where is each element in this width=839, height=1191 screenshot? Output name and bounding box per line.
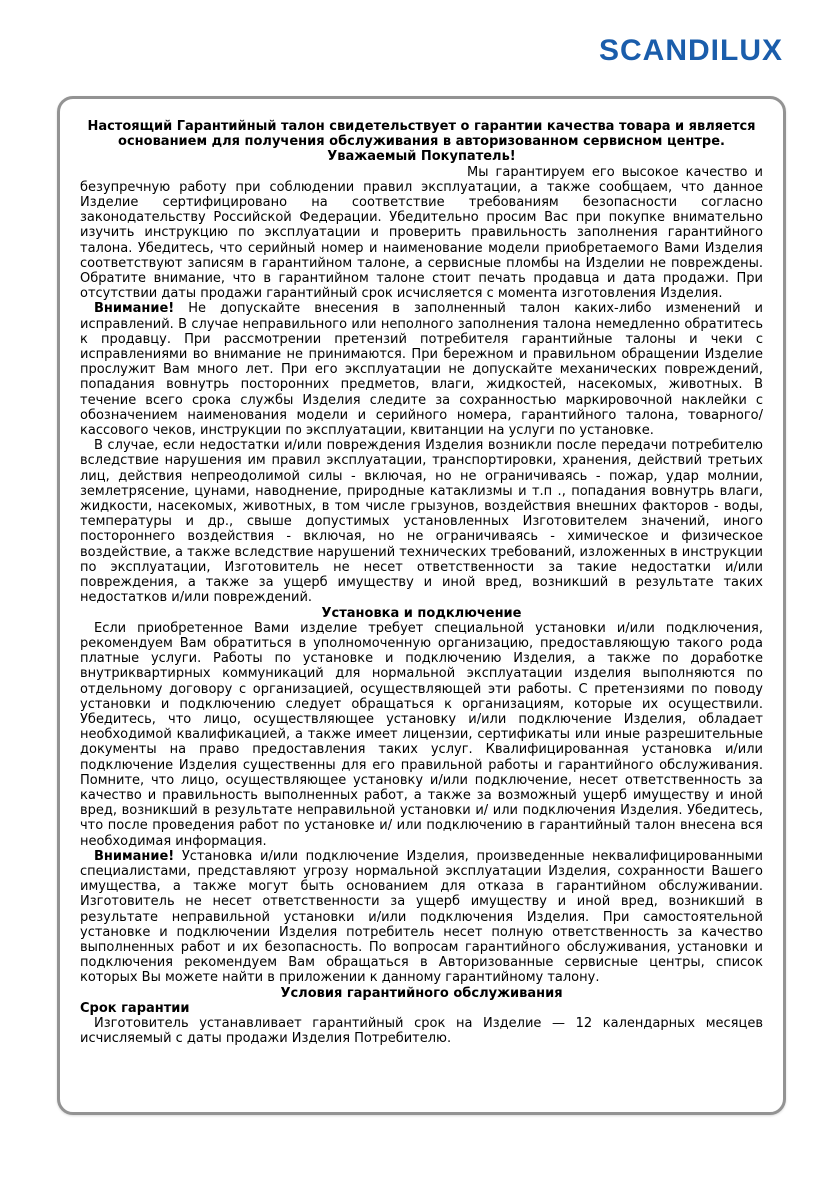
warranty-period-heading: Срок гарантии <box>80 1000 190 1016</box>
intro-paragraph: Мы гарантируем его высокое качество и безупречную работу при соблюдении правил эксплуатации, а также сообщаем, что данное Изделие сертифицировано на соответствие требованиям безопасности согласно законодательству Российской Федерации. Убедительно просим Вас при покупке внимательно изучить инструкцию по эксплуатации и проверить правильность заполнения гарантийного талона. Убедитесь, что серийный номер и наименование модели приобретаемого Вами Изделия соответствуют записям в гарантийном талоне, а сервисные пломбы на Изделии не повреждены. Обратите внимание, что в гарантийном талоне стоит печать продавца и дата продажи. При отсутствии даты продажи гарантийный срок исчисляется с момента изготовления Изделия. <box>80 164 763 302</box>
terms-heading: Условия гарантийного обслуживания <box>280 985 563 1001</box>
attention-label-1: Внимание! <box>94 301 175 317</box>
card-heading: Настоящий Гарантийный талон свидетельствует о гарантии качества товара и является основанием для получения обслуживания в авторизованном сервисном центре. <box>87 119 756 150</box>
install-paragraph: Если приобретенное Вами изделие требует специальной установки и/или подключения, рекомендуем Вам обратиться в уполномоченную организацию, предоставляющую такого рода платные услуги. Работы по установке и подключению Изделия, а также по доработке внутриквартирных коммуникаций для нормальной эксплуатации изделия выполняются по отдельному договору с организацией, осуществляющей эти работы. С претензиями по поводу установки и подключению следует обращаться к организациям, которые их осуществили. Убедитесь, что лицо, осуществляющее установку и/или подключение Изделия, обладает необходимой квалификацией, а также имеет лицензии, сертификаты или иные разрешительные документы на право предоставления таких услуг. Квалифицированная установка и/или подключение Изделия существенны для его правильной работы и гарантийного обслуживания. Помните, что лицо, осуществляющее установку и/или подключение, несет ответственность за качество и правильность выполненных работ, а также за возможный ущерб имуществу и иной вред, возникший в результате неправильной установки и/ или подключения Изделия. Убедитесь, что после проведения работ по установке и/ или подключению в гарантийный талон внесена вся необходимая информация. <box>80 620 763 849</box>
warranty-card <box>57 96 786 1115</box>
attention-text-1: Не допускайте внесения в заполненный талон каких-либо изменений и исправлений. В случае неправильного или неполного заполнения талона немедленно обратитесь к продавцу. При рассмотрении претензий потребителя гарантийные талоны и чеки с исправлениями во внимание не принимаются. При бережном и правильном обращении Изделие прослужит Вам много лет. При его эксплуатации не допускайте механических повреждений, попадания вовнутрь посторонних предметов, влаги, жидкостей, насекомых, животных. В течение всего срока службы Изделия следите за сохранностью маркировочной наклейки с обозначением наименования модели и серийного номера, гарантийного талона, товарного/кассового чеков, инструкции по эксплуатации, квитанции на услуги по установке. <box>80 301 763 439</box>
defects-paragraph: В случае, если недостатки и/или повреждения Изделия возникли после передачи потребителю вследствие нарушения им правил эксплуатации, транспортировки, хранения, действий третьих лиц, действия непреодолимой силы - включая, но не ограничиваясь - пожар, удар молнии, землетрясение, цунами, наводнение, природные катаклизмы и т.п ., попадания вовнутрь влаги, жидкости, насекомых, животных, в том числе грызунов, воздействия внешних факторов - воды, температуры и др., свыше допустимых установленных Изготовителем значений, иного постороннего воздействия - включая, но не ограничиваясь - химическое и физическое воздействие, а также вследствие нарушений технических требований, изложенных в инструкции по эксплуатации, Изготовитель не несет ответственности за такие недостатки и/или повреждения, а также за ущерб имуществу и иной вред, возникший в результате таких недостатков и/или повреждений. <box>80 438 763 606</box>
install-heading: Установка и подключение <box>321 605 522 621</box>
warranty-period-paragraph: Изготовитель устанавливает гарантийный срок на Изделие — 12 календарных месяцев исчисляемый с даты продажи Изделия Потребителю. <box>80 1015 763 1047</box>
attention-paragraph-1 <box>80 301 763 438</box>
attention-paragraph-2 <box>80 849 763 986</box>
attention-text-2: Установка и/или подключение Изделия, произведенные неквалифицированными специалистами, представляют угрозу нормальной эксплуатации Изделия, сохранности Вашего имущества, а также могут быть основанием для отказа в гарантийном обслуживании. Изготовитель не несет ответственности за ущерб имуществу и иной вред, возникший в результате неправильной установки и/или подключения Изделия. При самостоятельной установке и подключении Изделия потребитель несет полную ответственность за качество выполненных работ и их безопасность. По вопросам гарантийного обслуживания, установки и подключения рекомендуем Вам обращаться в Авторизованные сервисные центры, список которых Вы можете найти в приложении к данному гарантийному талону. <box>80 848 763 986</box>
scandilux-logo: SCANDILUX <box>598 34 783 67</box>
attention-label-2: Внимание! <box>94 848 175 864</box>
card-salutation: Уважаемый Покупатель! <box>327 149 516 165</box>
